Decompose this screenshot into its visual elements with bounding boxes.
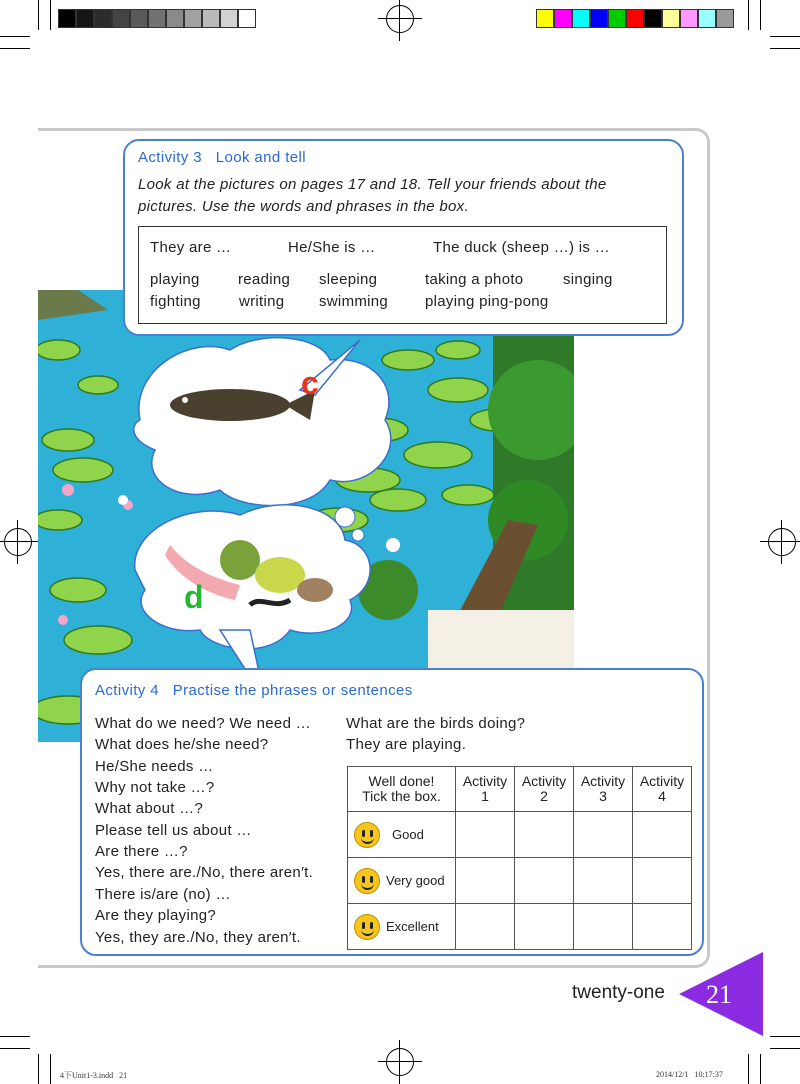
tick-box[interactable] bbox=[633, 904, 692, 950]
activity-number: 1 bbox=[481, 788, 489, 804]
phrase: There is/are (no) … bbox=[95, 886, 231, 903]
activity-column-header bbox=[633, 767, 692, 812]
page-number-word: twenty-one bbox=[572, 982, 665, 1003]
smiley-icon bbox=[354, 914, 380, 940]
tick-box[interactable] bbox=[456, 858, 515, 904]
tick-box[interactable] bbox=[633, 858, 692, 904]
color-swatch bbox=[680, 9, 698, 28]
activity-column-header bbox=[456, 767, 515, 812]
word-item: sleeping bbox=[319, 271, 378, 288]
phrase: He/She needs … bbox=[95, 758, 214, 775]
crop-mark bbox=[38, 0, 39, 30]
phrase: Are there …? bbox=[95, 843, 188, 860]
crop-mark bbox=[760, 0, 761, 30]
crop-mark bbox=[748, 0, 749, 30]
rating-label: Good bbox=[392, 827, 424, 842]
registration-mark-icon bbox=[4, 528, 32, 556]
phrase: What does he/she need? bbox=[95, 736, 269, 753]
gray-swatch bbox=[202, 9, 220, 28]
activity3-instruction-line1: Look at the pictures on pages 17 and 18. Tell your friends about the bbox=[138, 176, 607, 193]
phrase: What do we need? We need … bbox=[95, 715, 311, 732]
phrase: What are the birds doing? bbox=[346, 715, 526, 732]
gray-swatch bbox=[76, 9, 94, 28]
color-swatch bbox=[554, 9, 572, 28]
phrase: They are playing. bbox=[346, 736, 467, 753]
activity-label: Activity bbox=[462, 773, 508, 789]
tick-box[interactable] bbox=[515, 904, 574, 950]
word-item: writing bbox=[239, 293, 285, 310]
picture-label-d: d bbox=[184, 579, 204, 615]
activity-number: 3 bbox=[599, 788, 607, 804]
tick-box[interactable] bbox=[574, 858, 633, 904]
gray-swatch bbox=[238, 9, 256, 28]
crop-mark bbox=[0, 1036, 30, 1037]
registration-mark-icon bbox=[768, 528, 796, 556]
gray-swatch bbox=[58, 9, 76, 28]
gray-swatch bbox=[112, 9, 130, 28]
rating-label-cell bbox=[348, 812, 456, 858]
crop-mark bbox=[748, 1054, 749, 1084]
color-swatch bbox=[716, 9, 734, 28]
phrase: Yes, there are./No, there aren′t. bbox=[95, 864, 314, 881]
word-item: reading bbox=[238, 271, 291, 288]
header-line: Well done! bbox=[368, 773, 435, 789]
tick-box[interactable] bbox=[574, 904, 633, 950]
crop-mark bbox=[770, 1048, 800, 1049]
sentence-frame: He/She is … bbox=[288, 239, 376, 256]
slug-filename: 4下Unit1-3.indd 21 bbox=[60, 1071, 128, 1080]
color-swatch bbox=[626, 9, 644, 28]
crop-mark bbox=[0, 36, 30, 37]
table-row bbox=[348, 904, 692, 950]
color-swatch bbox=[572, 9, 590, 28]
color-swatch bbox=[608, 9, 626, 28]
crop-mark bbox=[0, 1048, 30, 1049]
header-line: Tick the box. bbox=[362, 788, 441, 804]
gray-swatch bbox=[130, 9, 148, 28]
self-assessment-table bbox=[347, 766, 692, 950]
word-item: playing bbox=[150, 271, 200, 288]
word-item: singing bbox=[563, 271, 613, 288]
smiley-icon bbox=[354, 868, 380, 894]
color-swatch bbox=[590, 9, 608, 28]
sentence-frame: The duck (sheep …) is … bbox=[433, 239, 610, 256]
activity-label: Activity bbox=[639, 773, 685, 789]
phrase: Are they playing? bbox=[95, 907, 217, 924]
color-calibration-bar bbox=[536, 9, 734, 28]
table-row bbox=[348, 858, 692, 904]
gray-swatch bbox=[184, 9, 202, 28]
activity-label: Activity bbox=[580, 773, 626, 789]
registration-mark-icon bbox=[386, 5, 414, 33]
word-item: fighting bbox=[150, 293, 201, 310]
phrase: Why not take …? bbox=[95, 779, 215, 796]
slug-timestamp: 2014/12/1 10:17:37 bbox=[656, 1070, 723, 1079]
activity4-title: Activity 4 Practise the phrases or sentences bbox=[95, 682, 413, 699]
rating-label-cell bbox=[348, 904, 456, 950]
tick-box[interactable] bbox=[574, 812, 633, 858]
page-number: 21 bbox=[706, 980, 732, 1009]
word-item: taking a photo bbox=[425, 271, 524, 288]
phrase: Please tell us about … bbox=[95, 822, 252, 839]
table-header-row bbox=[348, 767, 692, 812]
activity3-instruction-line2: pictures. Use the words and phrases in the box. bbox=[138, 198, 469, 215]
rating-label: Very good bbox=[386, 873, 445, 888]
gray-swatch bbox=[148, 9, 166, 28]
crop-mark bbox=[50, 0, 51, 30]
color-swatch bbox=[536, 9, 554, 28]
picture-label-c: c bbox=[301, 365, 319, 401]
crop-mark bbox=[770, 48, 800, 49]
activity3-title: Activity 3 Look and tell bbox=[138, 149, 306, 166]
activity-number: 2 bbox=[540, 788, 548, 804]
tick-box[interactable] bbox=[515, 858, 574, 904]
crop-mark bbox=[770, 1036, 800, 1037]
phrase: Yes, they are./No, they aren′t. bbox=[95, 929, 301, 946]
crop-mark bbox=[770, 36, 800, 37]
smiley-icon bbox=[354, 822, 380, 848]
table-row bbox=[348, 812, 692, 858]
tick-box[interactable] bbox=[456, 812, 515, 858]
color-swatch bbox=[644, 9, 662, 28]
word-item: playing ping-pong bbox=[425, 293, 549, 310]
tick-box[interactable] bbox=[456, 904, 515, 950]
registration-mark-icon bbox=[386, 1048, 414, 1076]
crop-mark bbox=[38, 1054, 39, 1084]
rating-label: Excellent bbox=[386, 919, 439, 934]
activity-column-header bbox=[574, 767, 633, 812]
table-header-welldone bbox=[348, 767, 456, 812]
gray-calibration-bar bbox=[58, 9, 256, 28]
sentence-frame: They are … bbox=[150, 239, 232, 256]
gray-swatch bbox=[220, 9, 238, 28]
activity-label: Activity bbox=[521, 773, 567, 789]
activity-number: 4 bbox=[658, 788, 666, 804]
rating-label-cell bbox=[348, 858, 456, 904]
activity-column-header bbox=[515, 767, 574, 812]
crop-mark bbox=[0, 48, 30, 49]
tick-box[interactable] bbox=[633, 812, 692, 858]
word-item: swimming bbox=[319, 293, 389, 310]
tick-box[interactable] bbox=[515, 812, 574, 858]
crop-mark bbox=[760, 1054, 761, 1084]
color-swatch bbox=[698, 9, 716, 28]
gray-swatch bbox=[166, 9, 184, 28]
color-swatch bbox=[662, 9, 680, 28]
gray-swatch bbox=[94, 9, 112, 28]
thought-bubbles bbox=[130, 330, 440, 700]
crop-mark bbox=[50, 1054, 51, 1084]
phrase: What about …? bbox=[95, 800, 204, 817]
